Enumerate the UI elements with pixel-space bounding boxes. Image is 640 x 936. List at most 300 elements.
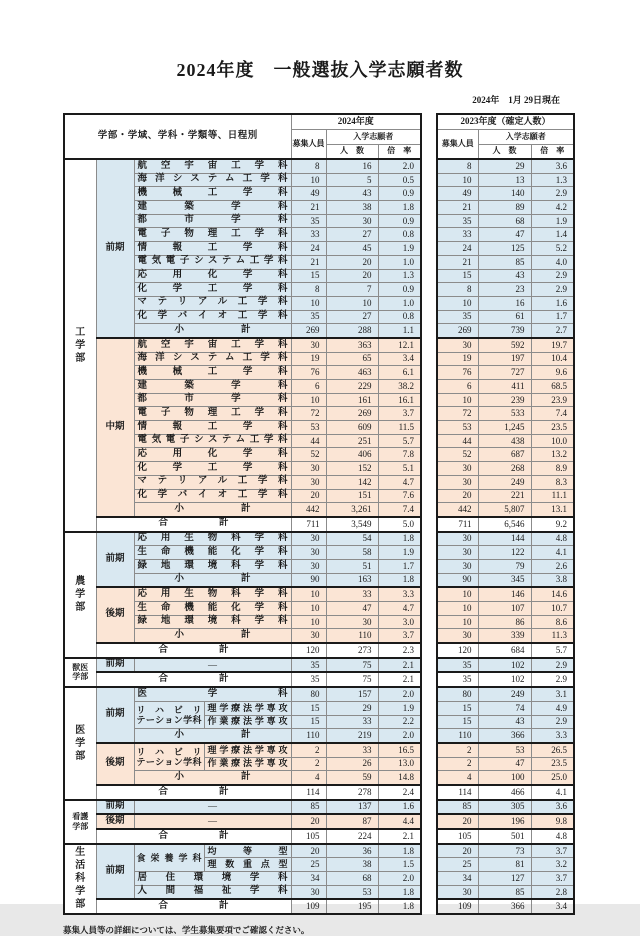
table-row [64,587,574,601]
subtotal-label: 小計 [134,771,291,785]
cell-recruit-2023: 19 [437,352,478,366]
cell-count-2024: 27 [326,228,378,242]
cell-rate-2023: 1.4 [531,228,574,242]
dept-cell: 応用化学科 [134,269,291,283]
column-gap [421,743,437,757]
cell-count-2023: 85 [478,885,531,899]
cell-count-2023: 366 [478,729,531,743]
dept-sub-cell: 理学療法学専攻 [204,701,291,715]
cell-rate-2024: 13.0 [378,757,421,771]
dept-cell: 機械工学科 [134,187,291,201]
cell-rate-2023: 2.7 [531,324,574,338]
cell-count-2023: 501 [478,829,531,844]
cell-rate-2023: 4.9 [531,701,574,715]
cell-count-2023: 86 [478,615,531,629]
dept-cell: 海洋システム工学科 [134,352,291,366]
column-gap [421,338,437,352]
cell-recruit-2023: 90 [437,573,478,587]
table-row-total [64,517,574,532]
faculty-cell: 獣医 学部 [64,658,96,687]
dept-cell: 都市学科 [134,393,291,407]
cell-recruit-2024: 105 [291,829,326,844]
column-gap [421,587,437,601]
cell-recruit-2023: 85 [437,800,478,815]
cell-recruit-2023: 30 [437,475,478,489]
faculty-cell: 看護 学部 [64,800,96,844]
cell-rate-2023: 4.1 [531,546,574,560]
dept-cell: 生命機能化学科 [134,602,291,616]
cell-count-2024: 30 [326,214,378,228]
cell-count-2023: 268 [478,462,531,476]
cell-rate-2024: 1.6 [378,800,421,815]
cell-count-2024: 224 [326,829,378,844]
cell-rate-2023: 2.9 [531,283,574,297]
cell-recruit-2023: 30 [437,885,478,899]
table-row [64,296,574,310]
table-row [64,475,574,489]
cell-count-2024: 229 [326,380,378,394]
table-row [64,434,574,448]
cell-count-2023: 684 [478,643,531,658]
column-gap [421,283,437,297]
cell-count-2024: 195 [326,899,378,914]
cell-rate-2023: 1.9 [531,214,574,228]
subtotal-label: 小計 [134,629,291,643]
cell-rate-2024: 2.0 [378,687,421,701]
cell-recruit-2023: 10 [437,587,478,601]
cell-rate-2023: 8.6 [531,615,574,629]
dept-cell: 電子物理工学科 [134,228,291,242]
subtotal-label: 小計 [134,324,291,338]
table-row [64,255,574,269]
dept-cell: 都市学科 [134,214,291,228]
cell-rate-2023: 2.9 [531,187,574,201]
dept-cell: 生命機能化学科 [134,546,291,560]
cell-rate-2024: 5.7 [378,434,421,448]
table-row-total [64,643,574,658]
faculty-cell: 農 学 部 [64,532,96,658]
cell-recruit-2023: 35 [437,672,478,687]
cell-recruit-2024: 53 [291,421,326,435]
table-row [64,159,574,173]
year-group-2024: 2024年度 [291,114,421,129]
period-cell: 中期 [96,338,134,517]
cell-count-2023: 100 [478,771,531,785]
dept-cell: 人間福祉学科 [134,885,291,899]
dept-cell: 情報工学科 [134,242,291,256]
cell-recruit-2023: 72 [437,407,478,421]
column-gap [421,393,437,407]
dept-sub-cell: 作業療法学専攻 [204,757,291,771]
cell-rate-2024: 5.1 [378,462,421,476]
cell-count-2024: 10 [326,296,378,310]
cell-recruit-2023: 49 [437,187,478,201]
cell-recruit-2023: 105 [437,829,478,844]
cell-recruit-2024: 10 [291,393,326,407]
dept-cell: 化学工学科 [134,283,291,297]
cell-rate-2024: 1.8 [378,885,421,899]
cell-count-2023: 16 [478,296,531,310]
cell-rate-2024: 4.7 [378,602,421,616]
cell-recruit-2023: 15 [437,715,478,729]
column-gap [421,844,437,858]
cell-recruit-2024: 30 [291,629,326,643]
dash-cell: — [134,814,291,829]
table-row [64,687,574,701]
cell-count-2023: 68 [478,214,531,228]
column-gap [421,771,437,785]
cell-recruit-2023: 4 [437,771,478,785]
col-header-applicants-2023: 入学志願者 [478,129,574,144]
period-cell: 前期 [96,532,134,588]
cell-rate-2024: 38.2 [378,380,421,394]
cell-count-2023: 23 [478,283,531,297]
cell-count-2024: 278 [326,785,378,800]
cell-recruit-2024: 109 [291,899,326,914]
cell-recruit-2024: 15 [291,269,326,283]
cell-rate-2024: 0.5 [378,173,421,187]
cell-rate-2024: 11.5 [378,421,421,435]
column-gap [421,503,437,517]
cell-rate-2024: 1.8 [378,899,421,914]
cell-recruit-2024: 52 [291,448,326,462]
table-row [64,173,574,187]
column-gap [421,602,437,616]
cell-rate-2024: 16.5 [378,743,421,757]
cell-recruit-2023: 30 [437,629,478,643]
column-gap [421,242,437,256]
cell-recruit-2024: 10 [291,615,326,629]
cell-recruit-2023: 30 [437,462,478,476]
table-row [64,729,574,743]
cell-count-2024: 30 [326,615,378,629]
column-gap [421,672,437,687]
cell-recruit-2024: 10 [291,173,326,187]
cell-count-2023: 81 [478,858,531,872]
col-header-applicants-2024: 入学志願者 [326,129,421,144]
cell-rate-2024: 3.3 [378,587,421,601]
table-row [64,872,574,886]
cell-rate-2023: 1.3 [531,173,574,187]
column-gap [421,310,437,324]
table-row-total [64,785,574,800]
table-row [64,214,574,228]
cell-recruit-2023: 33 [437,228,478,242]
column-gap [421,296,437,310]
column-gap [421,269,437,283]
cell-recruit-2024: 35 [291,672,326,687]
dept-cell: 海洋システム工学科 [134,173,291,187]
cell-recruit-2024: 30 [291,462,326,476]
cell-count-2023: 533 [478,407,531,421]
cell-count-2023: 122 [478,546,531,560]
cell-count-2024: 75 [326,672,378,687]
table-row [64,743,574,757]
cell-count-2024: 29 [326,701,378,715]
dept-sub-cell: 理数重点型 [204,858,291,872]
table-row [64,462,574,476]
table-row [64,242,574,256]
cell-rate-2024: 6.1 [378,366,421,380]
table-row-total [64,829,574,844]
dept-cell: 応用生物科学科 [134,532,291,546]
cell-count-2023: 144 [478,532,531,546]
cell-recruit-2024: 19 [291,352,326,366]
column-gap [421,629,437,643]
cell-recruit-2023: 80 [437,687,478,701]
table-row [64,283,574,297]
table-row [64,324,574,338]
cell-recruit-2024: 4 [291,771,326,785]
date-note: 2024年 1月 29日現在 [472,95,560,105]
cell-recruit-2023: 2 [437,757,478,771]
cell-count-2023: 43 [478,269,531,283]
cell-rate-2024: 2.1 [378,672,421,687]
cell-count-2024: 51 [326,559,378,573]
cell-rate-2024: 3.7 [378,629,421,643]
cell-recruit-2023: 8 [437,159,478,173]
cell-count-2023: 107 [478,602,531,616]
cell-rate-2023: 4.8 [531,829,574,844]
header-row-1 [64,114,574,129]
faculty-cell: 生 活 科 学 部 [64,844,96,914]
cell-count-2024: 363 [326,338,378,352]
cell-rate-2024: 1.7 [378,559,421,573]
cell-rate-2024: 7.6 [378,489,421,503]
cell-rate-2024: 2.1 [378,829,421,844]
column-gap [421,255,437,269]
cell-rate-2024: 1.8 [378,201,421,215]
cell-recruit-2024: 10 [291,296,326,310]
cell-rate-2024: 0.8 [378,228,421,242]
cell-rate-2023: 2.8 [531,885,574,899]
column-gap [421,899,437,914]
table-row [64,228,574,242]
cell-rate-2023: 2.9 [531,658,574,673]
cell-recruit-2024: 15 [291,701,326,715]
table-row [64,771,574,785]
cell-rate-2023: 2.6 [531,559,574,573]
cell-count-2023: 687 [478,448,531,462]
cell-recruit-2024: 20 [291,489,326,503]
cell-count-2023: 102 [478,672,531,687]
dept-cell: マテリアル工学科 [134,475,291,489]
cell-rate-2024: 1.8 [378,844,421,858]
cell-count-2023: 73 [478,844,531,858]
cell-rate-2023: 3.6 [531,800,574,815]
cell-rate-2023: 3.8 [531,573,574,587]
cell-count-2023: 366 [478,899,531,914]
dept-cell: マテリアル工学科 [134,296,291,310]
cell-recruit-2023: 21 [437,201,478,215]
cell-rate-2023: 4.1 [531,785,574,800]
column-gap [421,829,437,844]
cell-count-2024: 33 [326,715,378,729]
cell-count-2023: 43 [478,715,531,729]
dept-group-cell: リハビリ テーション学科 [134,743,204,771]
column-gap [421,489,437,503]
column-gap [421,462,437,476]
column-gap [421,380,437,394]
cell-count-2024: 59 [326,771,378,785]
table-row [64,615,574,629]
cell-rate-2024: 1.9 [378,242,421,256]
cell-count-2023: 146 [478,587,531,601]
cell-count-2023: 221 [478,489,531,503]
cell-recruit-2023: 76 [437,366,478,380]
cell-recruit-2024: 110 [291,729,326,743]
page-title: 2024年度 一般選抜入学志願者数 [176,60,464,80]
cell-recruit-2023: 34 [437,872,478,886]
cell-rate-2024: 0.9 [378,214,421,228]
column-gap [421,643,437,658]
total-label: 合計 [96,829,291,844]
cell-recruit-2024: 35 [291,658,326,673]
cell-count-2024: 406 [326,448,378,462]
column-gap [421,701,437,715]
column-gap [421,173,437,187]
dept-cell: 緑地環境科学科 [134,559,291,573]
cell-count-2023: 196 [478,814,531,829]
table-row [64,187,574,201]
cell-recruit-2023: 52 [437,448,478,462]
table-row [64,421,574,435]
cell-count-2024: 5 [326,173,378,187]
column-gap [421,517,437,532]
table-row [64,814,574,829]
dept-cell: 応用化学科 [134,448,291,462]
cell-recruit-2023: 53 [437,421,478,435]
cell-recruit-2023: 10 [437,602,478,616]
cell-count-2024: 7 [326,283,378,297]
cell-rate-2024: 3.4 [378,352,421,366]
cell-rate-2024: 0.9 [378,187,421,201]
col-header-recruit-2024: 募集人員 [291,129,326,159]
table-row [64,532,574,546]
cell-recruit-2023: 20 [437,814,478,829]
cell-count-2023: 411 [478,380,531,394]
cell-rate-2024: 2.0 [378,729,421,743]
cell-count-2023: 305 [478,800,531,815]
cell-recruit-2023: 30 [437,532,478,546]
cell-count-2023: 249 [478,475,531,489]
cell-rate-2023: 4.0 [531,255,574,269]
table-row [64,629,574,643]
cell-rate-2024: 1.5 [378,858,421,872]
cell-recruit-2024: 21 [291,255,326,269]
cell-recruit-2023: 2 [437,743,478,757]
cell-recruit-2023: 20 [437,489,478,503]
cell-rate-2023: 26.5 [531,743,574,757]
cell-rate-2023: 3.3 [531,729,574,743]
cell-count-2023: 125 [478,242,531,256]
dept-cell: 情報工学科 [134,421,291,435]
cell-count-2024: 288 [326,324,378,338]
cell-count-2023: 438 [478,434,531,448]
cell-recruit-2024: 114 [291,785,326,800]
cell-rate-2023: 23.9 [531,393,574,407]
dept-cell: 緑地環境科学科 [134,615,291,629]
cell-rate-2024: 2.0 [378,159,421,173]
dept-cell: 航空宇宙工学科 [134,159,291,173]
table-row-total [64,899,574,914]
cell-recruit-2023: 110 [437,729,478,743]
cell-rate-2023: 8.3 [531,475,574,489]
column-gap [421,324,437,338]
cell-rate-2024: 2.3 [378,643,421,658]
col-header-rate-2024: 倍 率 [378,144,421,159]
cell-recruit-2024: 20 [291,814,326,829]
cell-recruit-2023: 109 [437,899,478,914]
cell-recruit-2024: 30 [291,532,326,546]
cell-count-2024: 43 [326,187,378,201]
cell-rate-2023: 23.5 [531,421,574,435]
column-gap [421,757,437,771]
cell-recruit-2024: 35 [291,214,326,228]
cell-count-2023: 13 [478,173,531,187]
cell-rate-2023: 3.7 [531,844,574,858]
dept-cell: 電子物理工学科 [134,407,291,421]
cell-count-2023: 5,807 [478,503,531,517]
table-row [64,269,574,283]
cell-recruit-2023: 25 [437,858,478,872]
cell-rate-2023: 7.4 [531,407,574,421]
table-row [64,885,574,899]
cell-rate-2024: 4.4 [378,814,421,829]
cell-recruit-2024: 76 [291,366,326,380]
table-row [64,310,574,324]
col-header-count-2024: 人 数 [326,144,378,159]
cell-recruit-2024: 21 [291,201,326,215]
dept-sub-cell: 均等型 [204,844,291,858]
dept-cell: 応用生物科学科 [134,587,291,601]
cell-count-2023: 345 [478,573,531,587]
cell-recruit-2023: 120 [437,643,478,658]
table-row [64,701,574,715]
dept-sub-cell: 理学療法学専攻 [204,743,291,757]
period-cell: 前期 [96,800,134,815]
cell-count-2024: 33 [326,743,378,757]
cell-rate-2024: 3.7 [378,407,421,421]
cell-rate-2024: 7.4 [378,503,421,517]
cell-count-2023: 239 [478,393,531,407]
dept-cell: 機械工学科 [134,366,291,380]
cell-recruit-2023: 269 [437,324,478,338]
period-cell: 前期 [96,658,134,673]
total-label: 合計 [96,517,291,532]
cell-count-2024: 137 [326,800,378,815]
cell-recruit-2023: 114 [437,785,478,800]
period-cell: 前期 [96,844,134,900]
cell-recruit-2023: 35 [437,310,478,324]
cell-count-2024: 87 [326,814,378,829]
cell-recruit-2024: 8 [291,283,326,297]
cell-count-2024: 16 [326,159,378,173]
cell-count-2024: 54 [326,532,378,546]
dept-cell: 建築学科 [134,201,291,215]
cell-recruit-2024: 442 [291,503,326,517]
column-gap [421,715,437,729]
cell-rate-2023: 19.7 [531,338,574,352]
period-cell: 後期 [96,814,134,829]
subtotal-label: 小計 [134,503,291,517]
cell-rate-2024: 5.0 [378,517,421,532]
cell-rate-2023: 9.8 [531,814,574,829]
cell-recruit-2023: 10 [437,296,478,310]
year-group-2023: 2023年度（確定人数） [437,114,574,129]
cell-recruit-2024: 2 [291,743,326,757]
column-gap [421,800,437,815]
